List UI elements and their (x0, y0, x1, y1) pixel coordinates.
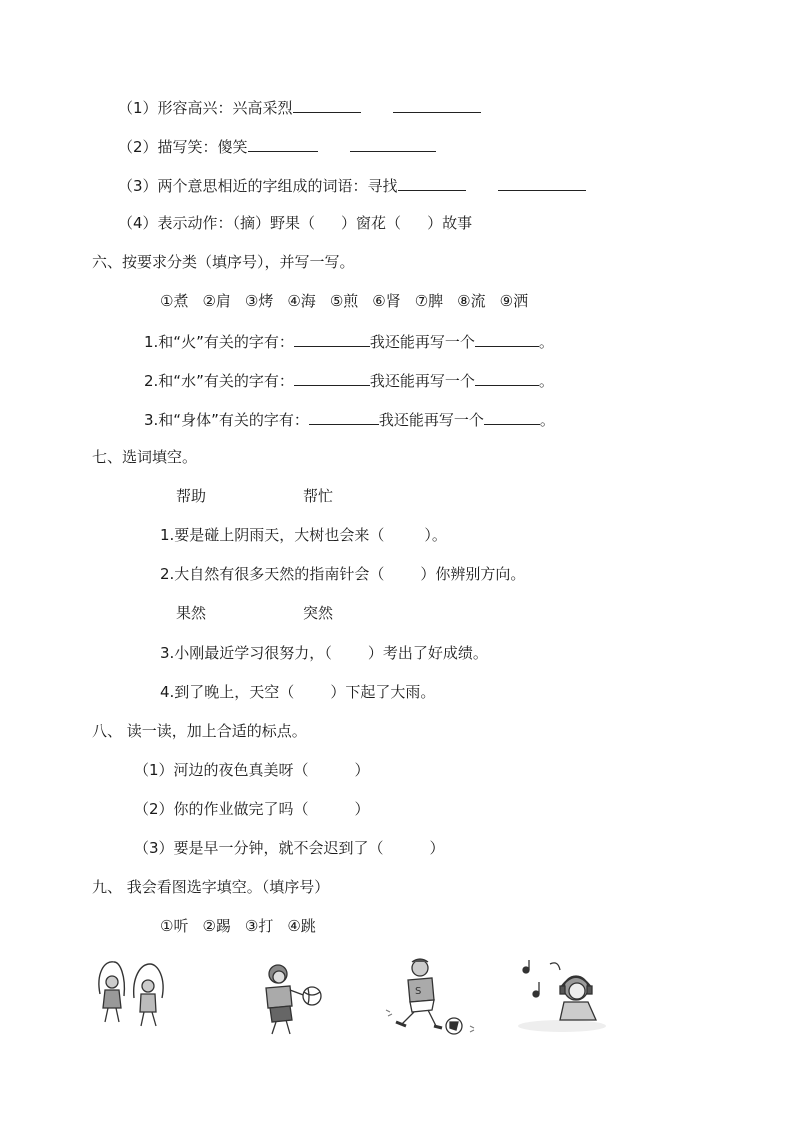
answer-blank[interactable] (350, 135, 436, 152)
s7-item-1: 1.要是碰上阴雨天，大树也会来（ ）。 (160, 526, 447, 544)
s6-title: 六、按要求分类（填序号），并写一写。 (92, 253, 355, 271)
s7-item-2: 2.大自然有很多天然的指南针会（ ）你辨别方向。 (160, 565, 526, 583)
s8-item-3: （3）要是早一分钟，就不会迟到了（ ） (134, 839, 445, 857)
s6-item-1: 1.和“火”有关的字有： 我还能再写一个 。 (144, 330, 554, 352)
answer-blank[interactable] (309, 408, 379, 425)
s7-word-option: 帮忙 (303, 487, 334, 505)
soccer-illustration (384, 956, 476, 1038)
answer-blank[interactable] (398, 174, 466, 191)
volleyball-illustration (252, 960, 324, 1036)
answer-blank[interactable] (248, 135, 318, 152)
listening-music-illustration (516, 958, 608, 1034)
s9-title: 九、 我会看图选字填空。（填序号） (92, 878, 330, 896)
s6-item-3: 3.和“身体”有关的字有： 我还能再写一个 。 (144, 408, 555, 430)
answer-blank[interactable] (498, 174, 586, 191)
s7-item-4: 4.到了晚上，天空（ ）下起了大雨。 (160, 683, 436, 701)
s6-options: ①煮 ②肩 ③烤 ④海 ⑤煎 ⑥肾 ⑦脾 ⑧流 ⑨洒 (160, 292, 529, 310)
s7-item-3: 3.小刚最近学习很努力，（ ）考出了好成绩。 (160, 644, 488, 662)
s7-word-option: 果然 (176, 604, 207, 622)
answer-blank[interactable] (294, 369, 370, 386)
jump-rope-illustration (94, 956, 170, 1032)
answer-blank[interactable] (293, 96, 361, 113)
answer-blank[interactable] (294, 330, 370, 347)
s8-title: 八、 读一读，加上合适的标点。 (92, 722, 307, 740)
s7-word-option: 突然 (303, 604, 334, 622)
s8-item-2: （2）你的作业做完了吗（ ） (134, 800, 370, 818)
s8-item-1: （1）河边的夜色真美呀（ ） (134, 761, 370, 779)
s6-item-2: 2.和“水”有关的字有： 我还能再写一个 。 (144, 369, 554, 391)
answer-blank[interactable] (484, 408, 540, 425)
answer-blank[interactable] (393, 96, 481, 113)
s9-options: ①听 ②踢 ③打 ④跳 (160, 917, 316, 935)
s5-item-1: （1）形容高兴：兴高采烈 (118, 96, 481, 118)
s5-item-3: （3）两个意思相近的字组成的词语：寻找 (118, 174, 586, 196)
s7-word-option: 帮助 (176, 487, 207, 505)
s7-title: 七、选词填空。 (92, 448, 198, 466)
answer-blank[interactable] (475, 369, 539, 386)
svg-text:S: S (415, 986, 422, 997)
s5-item-2: （2）描写笑：傻笑 (118, 135, 436, 157)
answer-blank[interactable] (475, 330, 539, 347)
s5-item-4: （4）表示动作：（摘）野果（ ）窗花（ ）故事 (118, 214, 473, 232)
